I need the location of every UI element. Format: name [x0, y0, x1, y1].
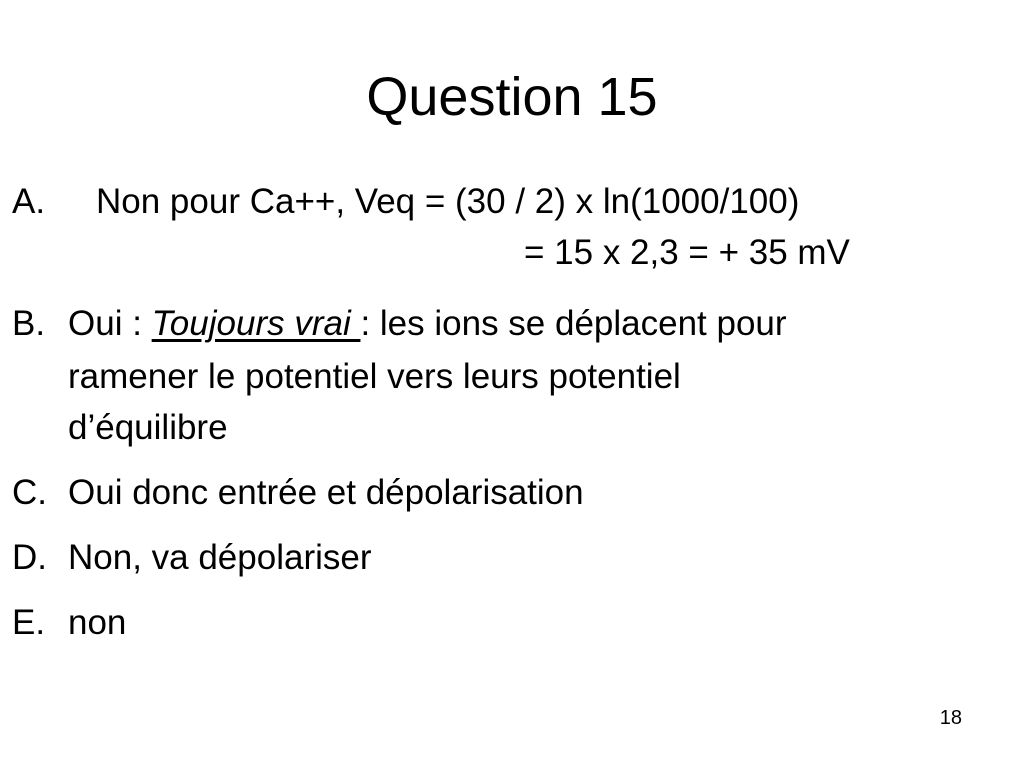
answer-item-c	[12, 467, 1016, 518]
page-number: 18	[939, 707, 962, 729]
answer-d-text: Non, va dépolariser	[68, 538, 372, 577]
answer-item-d	[12, 532, 1016, 583]
answer-marker-e: E.	[12, 603, 46, 642]
answer-a-line2: = 15 x 2,3 = + 35 mV	[524, 233, 850, 272]
answer-b-line2: ramener le potentiel vers leurs potentiel	[68, 357, 681, 396]
answer-item-a	[12, 176, 1016, 286]
answer-a-line1: Non pour Ca++, Veq = (30 / 2) x ln(1000/100)	[96, 182, 800, 221]
answer-e-text: non	[68, 603, 127, 642]
answer-c-text: Oui donc entrée et dépolarisation	[68, 473, 584, 512]
answer-b-emphasis: Toujours vrai	[151, 304, 361, 343]
answer-marker-b: B.	[12, 304, 46, 343]
answer-b-suffix: : les ions se déplacent pour	[360, 304, 787, 343]
answer-b-line3: d’équilibre	[68, 408, 228, 447]
answer-item-e	[12, 597, 1016, 648]
answer-marker-c: C.	[12, 473, 47, 512]
answer-item-b	[12, 298, 1016, 453]
answer-b-prefix: Oui :	[68, 304, 152, 343]
answer-list	[12, 176, 1016, 648]
answer-b-line1	[68, 298, 1016, 351]
answer-marker-d: D.	[12, 538, 47, 577]
answer-marker-a: A.	[12, 182, 46, 221]
slide-title: Question 15	[366, 67, 658, 127]
